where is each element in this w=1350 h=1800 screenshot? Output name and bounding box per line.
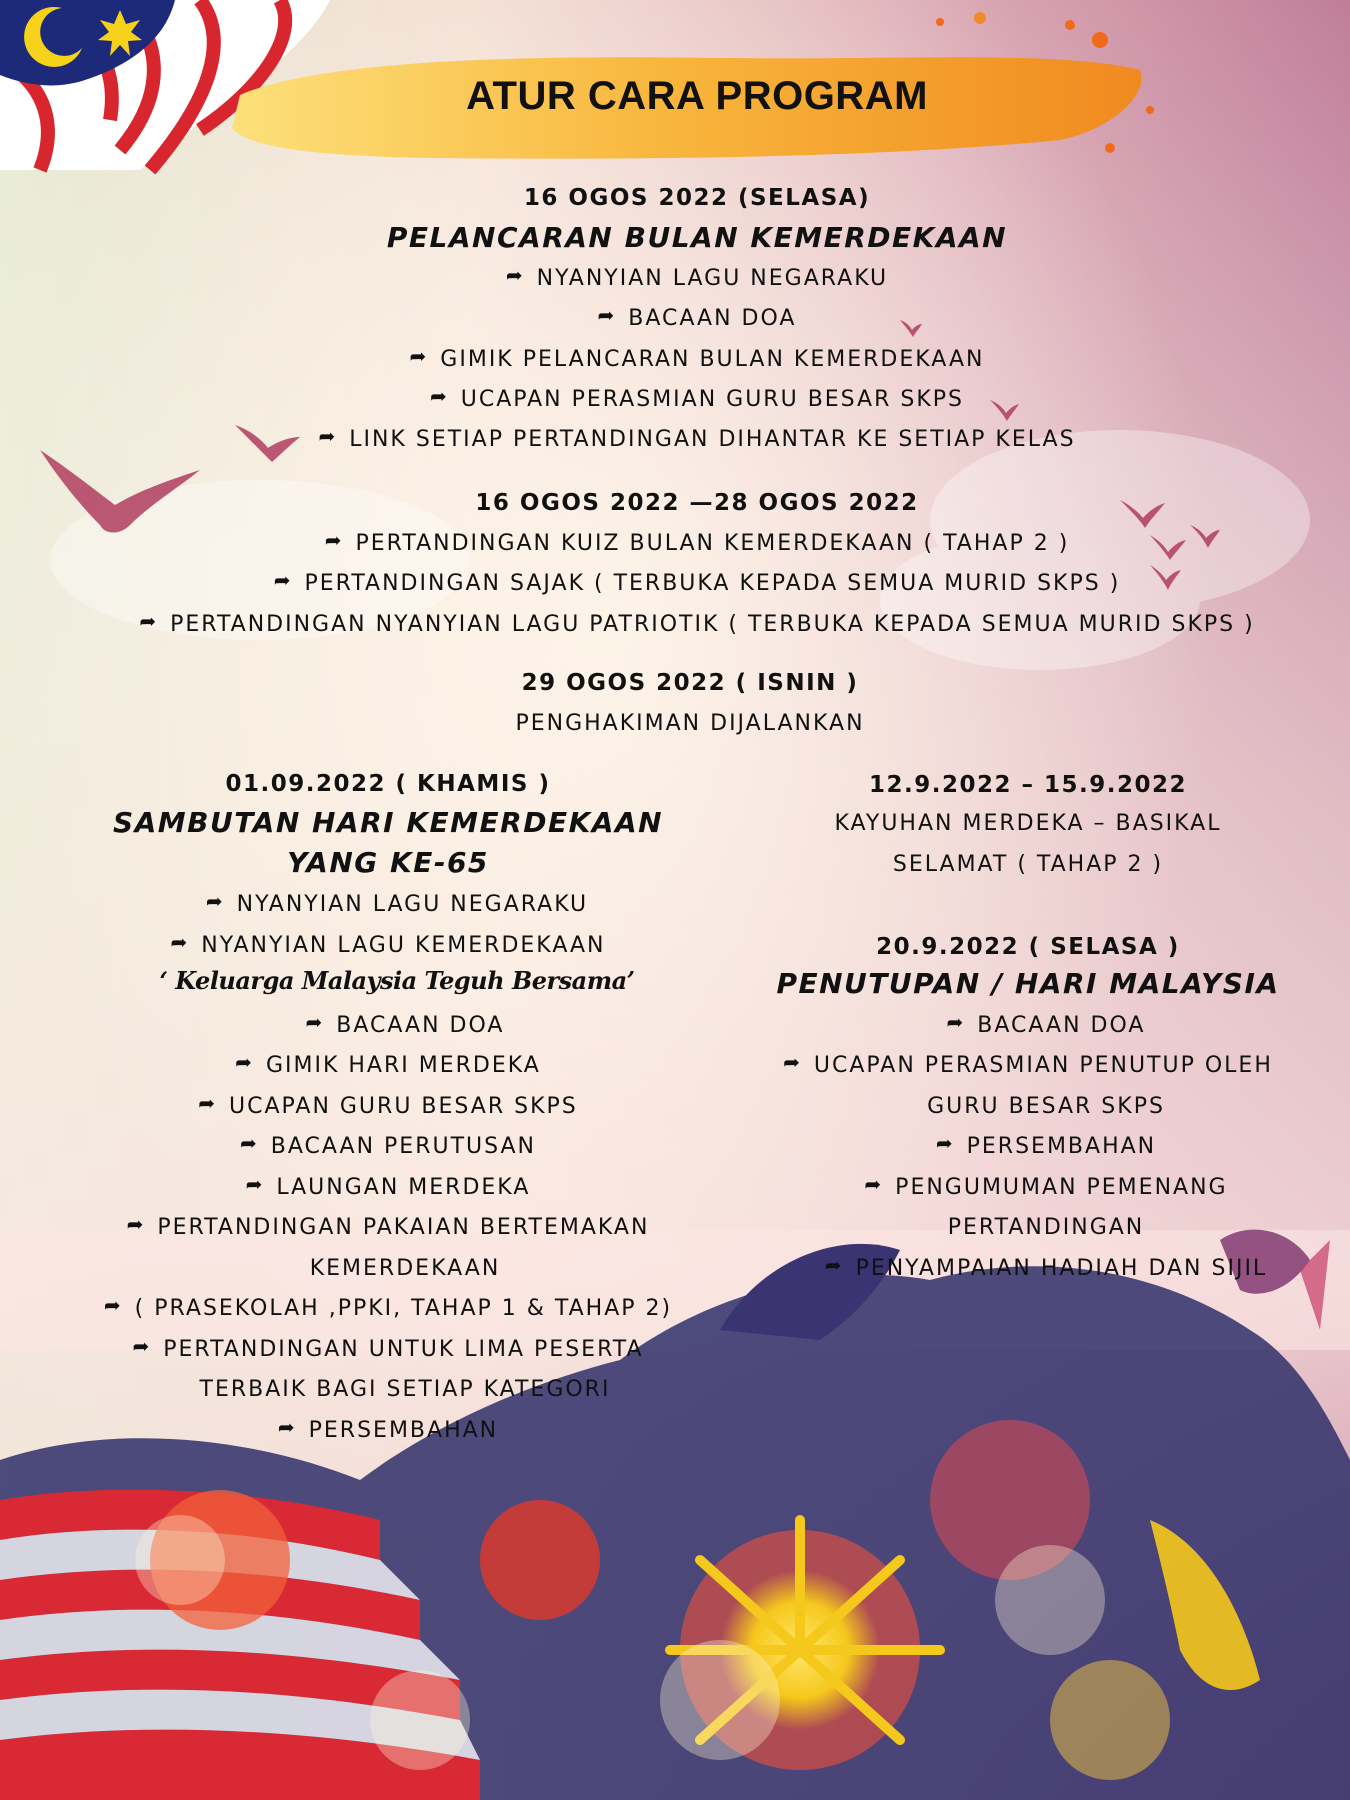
curved-arrow-icon: ➦	[824, 1253, 844, 1277]
list-item: ➦ PERTANDINGAN SAJAK ( TERBUKA KEPADA SEMUA MURID SKPS )	[273, 568, 1121, 596]
list-item: ➦ PERTANDINGAN PAKAIAN BERTEMAKAN	[126, 1212, 650, 1240]
cycling-line2: SELAMAT ( TAHAP 2 )	[892, 852, 1164, 877]
judging-date: 29 OGOS 2022 ( ISNIN )	[521, 670, 859, 696]
competitions-date: 16 OGOS 2022 —28 OGOS 2022	[475, 490, 919, 516]
song-title: ‘ Keluarga Malaysia Teguh Bersama’	[159, 966, 635, 995]
curved-arrow-icon: ➦	[273, 568, 293, 592]
curved-arrow-icon: ➦	[277, 1415, 297, 1439]
curved-arrow-icon: ➦	[103, 1293, 123, 1317]
cycling-date: 12.9.2022 – 15.9.2022	[868, 772, 1188, 798]
list-item-continuation: TERBAIK BAGI SETIAP KATEGORI	[199, 1377, 611, 1402]
curved-arrow-icon: ➦	[505, 263, 525, 287]
curved-arrow-icon: ➦	[132, 1334, 152, 1358]
list-item: ➦ NYANYIAN LAGU KEMERDEKAAN	[170, 930, 606, 958]
list-item-continuation: KEMERDEKAAN	[309, 1256, 501, 1281]
list-item-continuation: PERTANDINGAN	[947, 1215, 1145, 1240]
independence-heading-line2: YANG KE-65	[287, 846, 489, 879]
list-item: ➦ PERSEMBAHAN	[935, 1131, 1157, 1159]
curved-arrow-icon: ➦	[245, 1172, 265, 1196]
curved-arrow-icon: ➦	[946, 1010, 966, 1034]
curved-arrow-icon: ➦	[597, 303, 617, 327]
closing-heading: PENUTUPAN / HARI MALAYSIA	[776, 967, 1280, 1000]
curved-arrow-icon: ➦	[305, 1010, 325, 1034]
list-item: ➦ GIMIK PELANCARAN BULAN KEMERDEKAAN	[409, 344, 985, 372]
page-title: ATUR CARA PROGRAM	[466, 74, 928, 118]
list-item: ➦ BACAAN PERUTUSAN	[239, 1131, 537, 1159]
independence-heading: SAMBUTAN HARI KEMERDEKAAN	[112, 806, 664, 839]
list-item: ➦ BACAAN DOA	[305, 1010, 505, 1038]
curved-arrow-icon: ➦	[324, 528, 344, 552]
curved-arrow-icon: ➦	[198, 1091, 218, 1115]
launch-heading: PELANCARAN BULAN KEMERDEKAAN	[386, 221, 1008, 254]
list-item: ➦ LINK SETIAP PERTANDINGAN DIHANTAR KE SETIAP KELAS	[318, 424, 1076, 452]
curved-arrow-icon: ➦	[935, 1131, 955, 1155]
curved-arrow-icon: ➦	[239, 1131, 259, 1155]
list-item: ➦ UCAPAN PERASMIAN PENUTUP OLEH	[783, 1050, 1273, 1078]
list-item: ➦ BACAAN DOA	[946, 1010, 1146, 1038]
list-item: ➦ PERTANDINGAN KUIZ BULAN KEMERDEKAAN ( TAHAP 2 )	[324, 528, 1070, 556]
curved-arrow-icon: ➦	[783, 1050, 802, 1074]
list-item: ➦ PERTANDINGAN NYANYIAN LAGU PATRIOTIK ( TERBUKA KEPADA SEMUA MURID SKPS )	[139, 609, 1255, 637]
list-item: ➦ BACAAN DOA	[597, 303, 797, 331]
curved-arrow-icon: ➦	[429, 384, 449, 408]
curved-arrow-icon: ➦	[139, 609, 159, 633]
closing-date: 20.9.2022 ( SELASA )	[876, 934, 1180, 960]
curved-arrow-icon: ➦	[170, 930, 190, 954]
list-item: ➦ NYANYIAN LAGU NEGARAKU	[505, 263, 889, 291]
judging-text: PENGHAKIMAN DIJALANKAN	[515, 711, 865, 736]
list-item: ➦ NYANYIAN LAGU NEGARAKU	[205, 889, 589, 917]
launch-date: 16 OGOS 2022 (SELASA)	[523, 185, 871, 211]
independence-date: 01.09.2022 ( KHAMIS )	[225, 771, 551, 797]
list-item: ➦ PENGUMUMAN PEMENANG	[864, 1172, 1228, 1200]
list-item: ➦ LAUNGAN MERDEKA	[245, 1172, 531, 1200]
curved-arrow-icon: ➦	[318, 424, 338, 448]
list-item-continuation: GURU BESAR SKPS	[927, 1094, 1165, 1119]
curved-arrow-icon: ➦	[864, 1172, 884, 1196]
list-item: ➦ UCAPAN GURU BESAR SKPS	[198, 1091, 578, 1119]
curved-arrow-icon: ➦	[126, 1212, 146, 1236]
list-item: ➦ UCAPAN PERASMIAN GURU BESAR SKPS	[429, 384, 965, 412]
curved-arrow-icon: ➦	[235, 1050, 254, 1074]
list-item: ➦ PENYAMPAIAN HADIAH DAN SIJIL	[824, 1253, 1268, 1281]
curved-arrow-icon: ➦	[409, 344, 429, 368]
list-item: ➦ GIMIK HARI MERDEKA	[235, 1050, 541, 1078]
curved-arrow-icon: ➦	[205, 889, 225, 913]
cycling-line1: KAYUHAN MERDEKA – BASIKAL	[834, 811, 1222, 836]
list-item: ➦ PERTANDINGAN UNTUK LIMA PESERTA	[132, 1334, 644, 1362]
list-item: ➦ PERSEMBAHAN	[277, 1415, 499, 1443]
list-item: ➦ ( PRASEKOLAH ,PPKI, TAHAP 1 & TAHAP 2)	[103, 1293, 673, 1321]
